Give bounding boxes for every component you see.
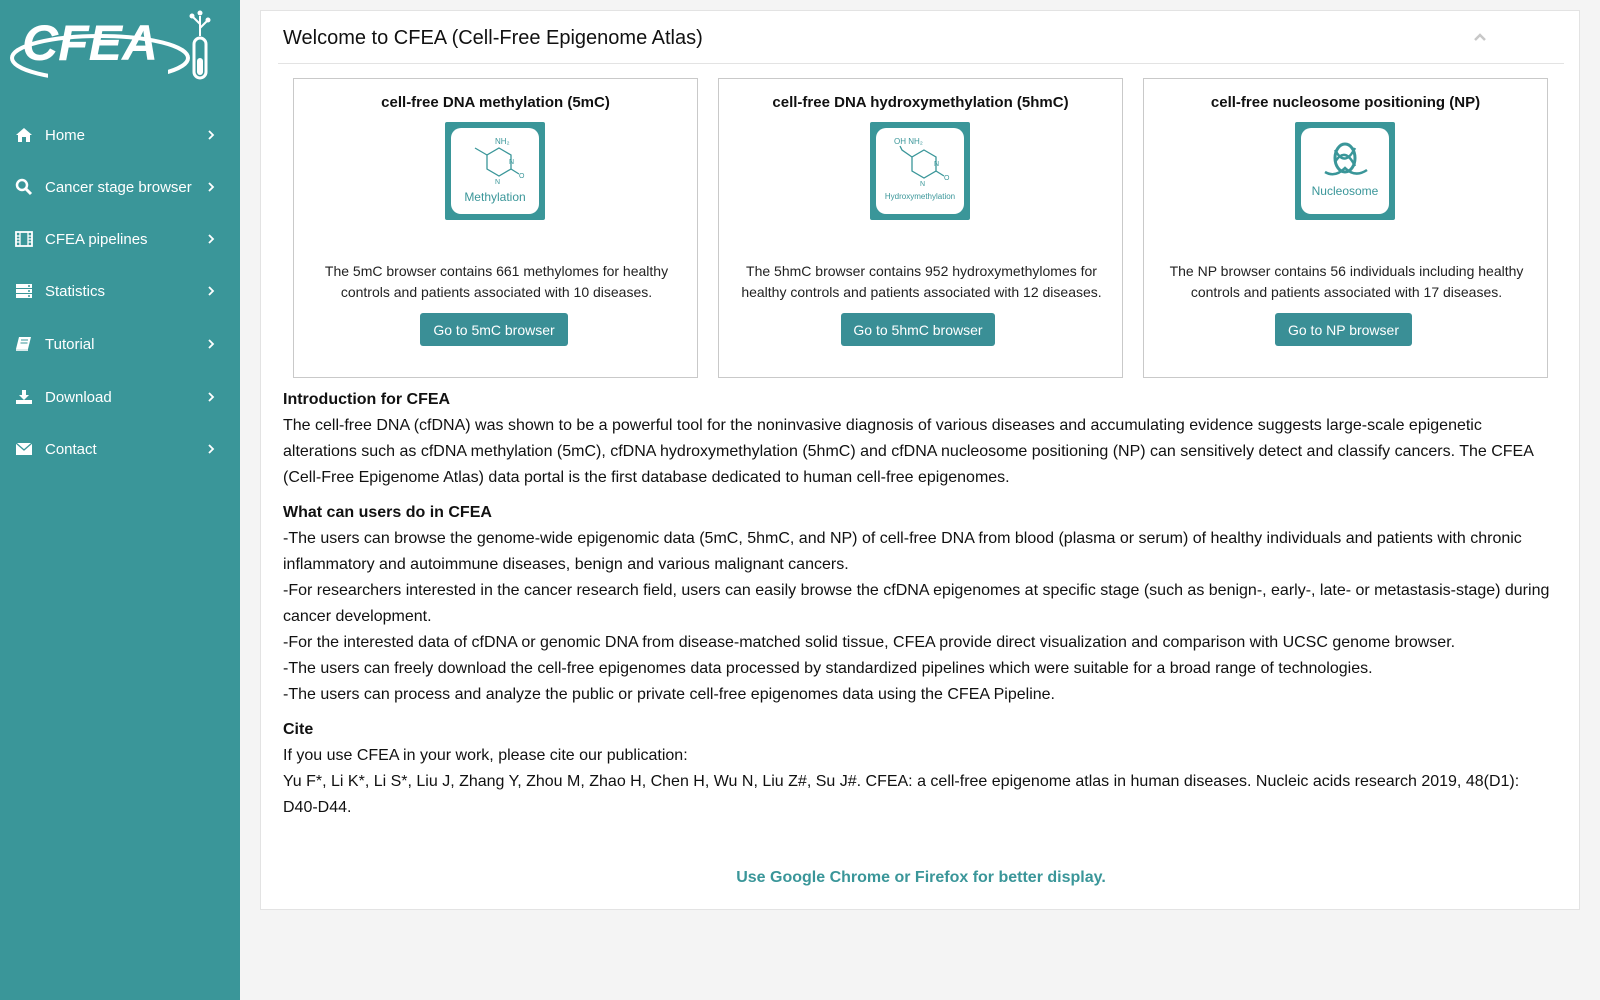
list-item: -For researchers interested in the cancer research field, users can easily browse the cfDNA epigenomes at specific stage (such as benign-, early-, late- or metastasis-stage) during cancer development.: [283, 582, 1550, 625]
chevron-right-icon: [205, 391, 217, 403]
chevron-right-icon: [205, 233, 217, 245]
chevron-right-icon: [205, 129, 217, 141]
chevron-up-icon: [1472, 29, 1488, 45]
svg-text:N: N: [920, 181, 926, 188]
cite-reference: Yu F*, Li K*, Li S*, Liu J, Zhang Y, Zhou M, Zhao H, Chen H, Wu N, Liu Z#, Su J#. CFEA: a cell-free epigenome atlas in human diseases. Nucleic acids research 2019, 48(D1): D40-D44.: [283, 773, 1520, 816]
cite-lead: If you use CFEA in your work, please cite our publication:: [283, 747, 688, 764]
svg-text:O: O: [944, 175, 950, 182]
card-5mc: [293, 78, 698, 378]
card-np: [1143, 78, 1548, 378]
card-title: cell-free DNA methylation (5mC): [381, 94, 610, 111]
go-to-5mc-button[interactable]: Go to 5mC browser: [420, 313, 568, 346]
card-title: cell-free DNA hydroxymethylation (5hmC): [772, 94, 1069, 111]
sidebar-item-home[interactable]: [0, 113, 240, 157]
logo-text: CFEA: [22, 15, 159, 71]
image-label: Hydroxymethylation: [884, 192, 956, 201]
nucleosome-image: [1295, 122, 1395, 220]
hydroxymethylcytosine-structure-icon: [876, 128, 964, 214]
panel-header: [278, 11, 1564, 64]
sidebar-item-cancer-stage-browser[interactable]: [0, 165, 240, 209]
sidebar-item-statistics[interactable]: [0, 269, 240, 313]
image-formula: OH NH₂: [894, 137, 923, 146]
sidebar-item-label: Download: [45, 388, 112, 406]
sidebar-item-label: Home: [45, 126, 86, 144]
svg-text:N: N: [509, 159, 515, 166]
svg-text:N: N: [934, 161, 940, 168]
cfea-logo[interactable]: [8, 8, 213, 88]
list-item: -The users can process and analyze the public or private cell-free epigenomes data using the CFEA Pipeline.: [283, 686, 1055, 703]
collapse-button[interactable]: [1472, 29, 1488, 45]
sidebar-item-label: Cancer stage browser: [45, 178, 192, 196]
list-item: -The users can browse the genome-wide epigenomic data (5mC, 5hmC, and NP) of cell-free DNA from blood (plasma or serum) of healthy individuals and patients with chronic inflammatory and autoimmune diseases, benign and various malignant cancers.: [283, 530, 1522, 573]
sidebar-item-label: Tutorial: [45, 335, 95, 353]
methylation-image: [445, 122, 545, 220]
chevron-right-icon: [205, 338, 217, 350]
image-label: Nucleosome: [1311, 184, 1379, 198]
go-to-5hmc-button[interactable]: Go to 5hmC browser: [841, 313, 995, 346]
card-title: cell-free nucleosome positioning (NP): [1210, 94, 1481, 111]
go-to-np-button[interactable]: Go to NP browser: [1275, 313, 1412, 346]
cite-heading: Cite: [283, 721, 314, 738]
nucleosome-icon: [1301, 128, 1389, 214]
chevron-right-icon: [205, 443, 217, 455]
sidebar-item-label: Contact: [45, 440, 97, 458]
svg-text:O: O: [519, 173, 525, 180]
search-icon: [14, 177, 34, 197]
sidebar-item-label: CFEA pipelines: [45, 230, 148, 248]
list-item: -For the interested data of cfDNA or genomic DNA from disease-matched solid tissue, CFEA provide direct visualization and comparison with UCSC genome browser.: [283, 634, 1456, 651]
intro-text: The cell-free DNA (cfDNA) was shown to be a powerful tool for the noninvasive diagnosis of various diseases and accumulating evidence suggests large-scale epigenetic alterations such as cfDNA methylation (5mC), cfDNA hydroxymethylation (5hmC) and cfDNA nucleosome positioning (NP) can sensitively detect and classify cancers. The CFEA (Cell-Free Epigenome Atlas) data portal is the first database dedicated to human cell-free epigenomes.: [283, 417, 1534, 486]
book-icon: [14, 334, 34, 354]
server-icon: [14, 281, 34, 301]
chevron-right-icon: [205, 181, 217, 193]
hydroxymethylation-image: [870, 122, 970, 220]
what-heading: What can users do in CFEA: [283, 504, 492, 521]
sidebar-item-tutorial[interactable]: [0, 322, 240, 366]
card-description: The NP browser contains 56 individuals including healthy controls and patients associated with 17 diseases.: [1169, 263, 1524, 300]
browser-note: Use Google Chrome or Firefox for better display.: [736, 869, 1106, 886]
card-description: The 5mC browser contains 661 methylomes for healthy controls and patients associated with 10 diseases.: [324, 263, 669, 300]
page-title: Welcome to CFEA (Cell-Free Epigenome Atlas): [283, 27, 703, 49]
welcome-panel: [260, 10, 1580, 910]
svg-text:N: N: [495, 179, 501, 186]
cfea-logo-graphic: [8, 8, 213, 88]
sidebar-item-label: Statistics: [45, 282, 106, 300]
sidebar-item-download[interactable]: [0, 375, 240, 419]
film-icon: [14, 229, 34, 249]
sidebar-item-contact[interactable]: [0, 427, 240, 471]
card-5hmc: [718, 78, 1123, 378]
image-formula: NH₂: [495, 137, 510, 146]
sidebar-item-cfea-pipelines[interactable]: [0, 217, 240, 261]
sidebar: [0, 0, 240, 1000]
card-description: The 5hmC browser contains 952 hydroxymethylomes for healthy controls and patients associated with 12 diseases.: [741, 263, 1102, 300]
main-content: [283, 387, 1553, 821]
envelope-icon: [14, 439, 34, 459]
chevron-right-icon: [205, 285, 217, 297]
home-icon: [14, 125, 34, 145]
image-label: Methylation: [464, 190, 526, 204]
list-item: -The users can freely download the cell-free epigenomes data processed by standardized pipelines which were suitable for a broad range of technologies.: [283, 660, 1373, 677]
download-icon: [14, 387, 34, 407]
intro-heading: Introduction for CFEA: [283, 391, 451, 408]
